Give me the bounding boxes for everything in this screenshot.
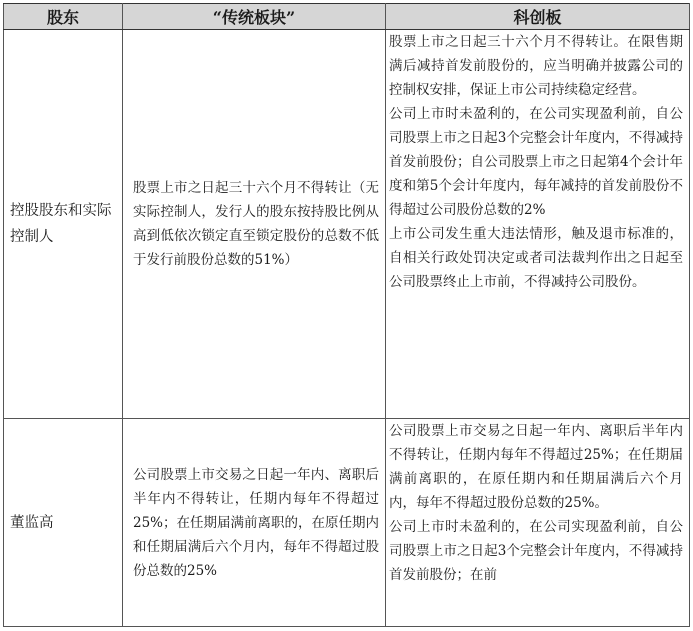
table-header-row [4, 4, 690, 30]
header-star-market: 科创板 [386, 4, 690, 30]
lockup-comparison-table [3, 3, 690, 627]
table-row-controlling-shareholder [4, 30, 690, 419]
header-traditional-board: “传统板块” [123, 4, 386, 30]
holder-cell: 控股股东和实际控制人 [4, 30, 123, 419]
star-rule-paragraph: 公司股票上市交易之日起一年内、离职后半年内不得转让，任期内每年不得超过25%；在任期届满前离职的，在原任期内和任期届满后六个月内，每年不得超过股份总数的25%。 [389, 423, 683, 511]
star-market-rule-cell [386, 419, 690, 627]
star-rule-paragraph: 公司上市时未盈利的，在公司实现盈利前，自公司股票上市之日起3个完整会计年度内，不得减持首发前股份；在前 [389, 519, 683, 583]
holder-cell: 董监高 [4, 419, 123, 627]
star-market-rule-cell [386, 30, 690, 419]
traditional-rule-cell: 公司股票上市交易之日起一年内、离职后半年内不得转让，任期内每年不得超过25%；在任期届满前离职的，在原任期内和任期届满后六个月内，每年不得超过股份总数的25% [123, 419, 386, 627]
star-rule-paragraph: 股票上市之日起三十六个月不得转让。在限售期满后减持首发前股份的，应当明确并披露公司的控制权安排，保证上市公司持续稳定经营。 [389, 34, 683, 98]
traditional-rule-cell: 股票上市之日起三十六个月不得转让（无实际控制人，发行人的股东按持股比例从高到低依次锁定直至锁定股份的总数不低于发行前股份总数的51%） [123, 30, 386, 419]
table-row-directors-supervisors [4, 419, 690, 627]
star-rule-paragraph: 公司上市时未盈利的，在公司实现盈利前，自公司股票上市之日起3个完整会计年度内，不得减持首发前股份；自公司股票上市之日起第4个会计年度和第5个会计年度内，每年减持的首发前股份不得超过公司股份总数的2% [389, 106, 683, 218]
header-shareholder: 股东 [4, 4, 123, 30]
star-rule-paragraph: 上市公司发生重大违法情形，触及退市标准的，自相关行政处罚决定或者司法裁判作出之日起至公司股票终止上市前，不得减持公司股份。 [389, 226, 683, 290]
